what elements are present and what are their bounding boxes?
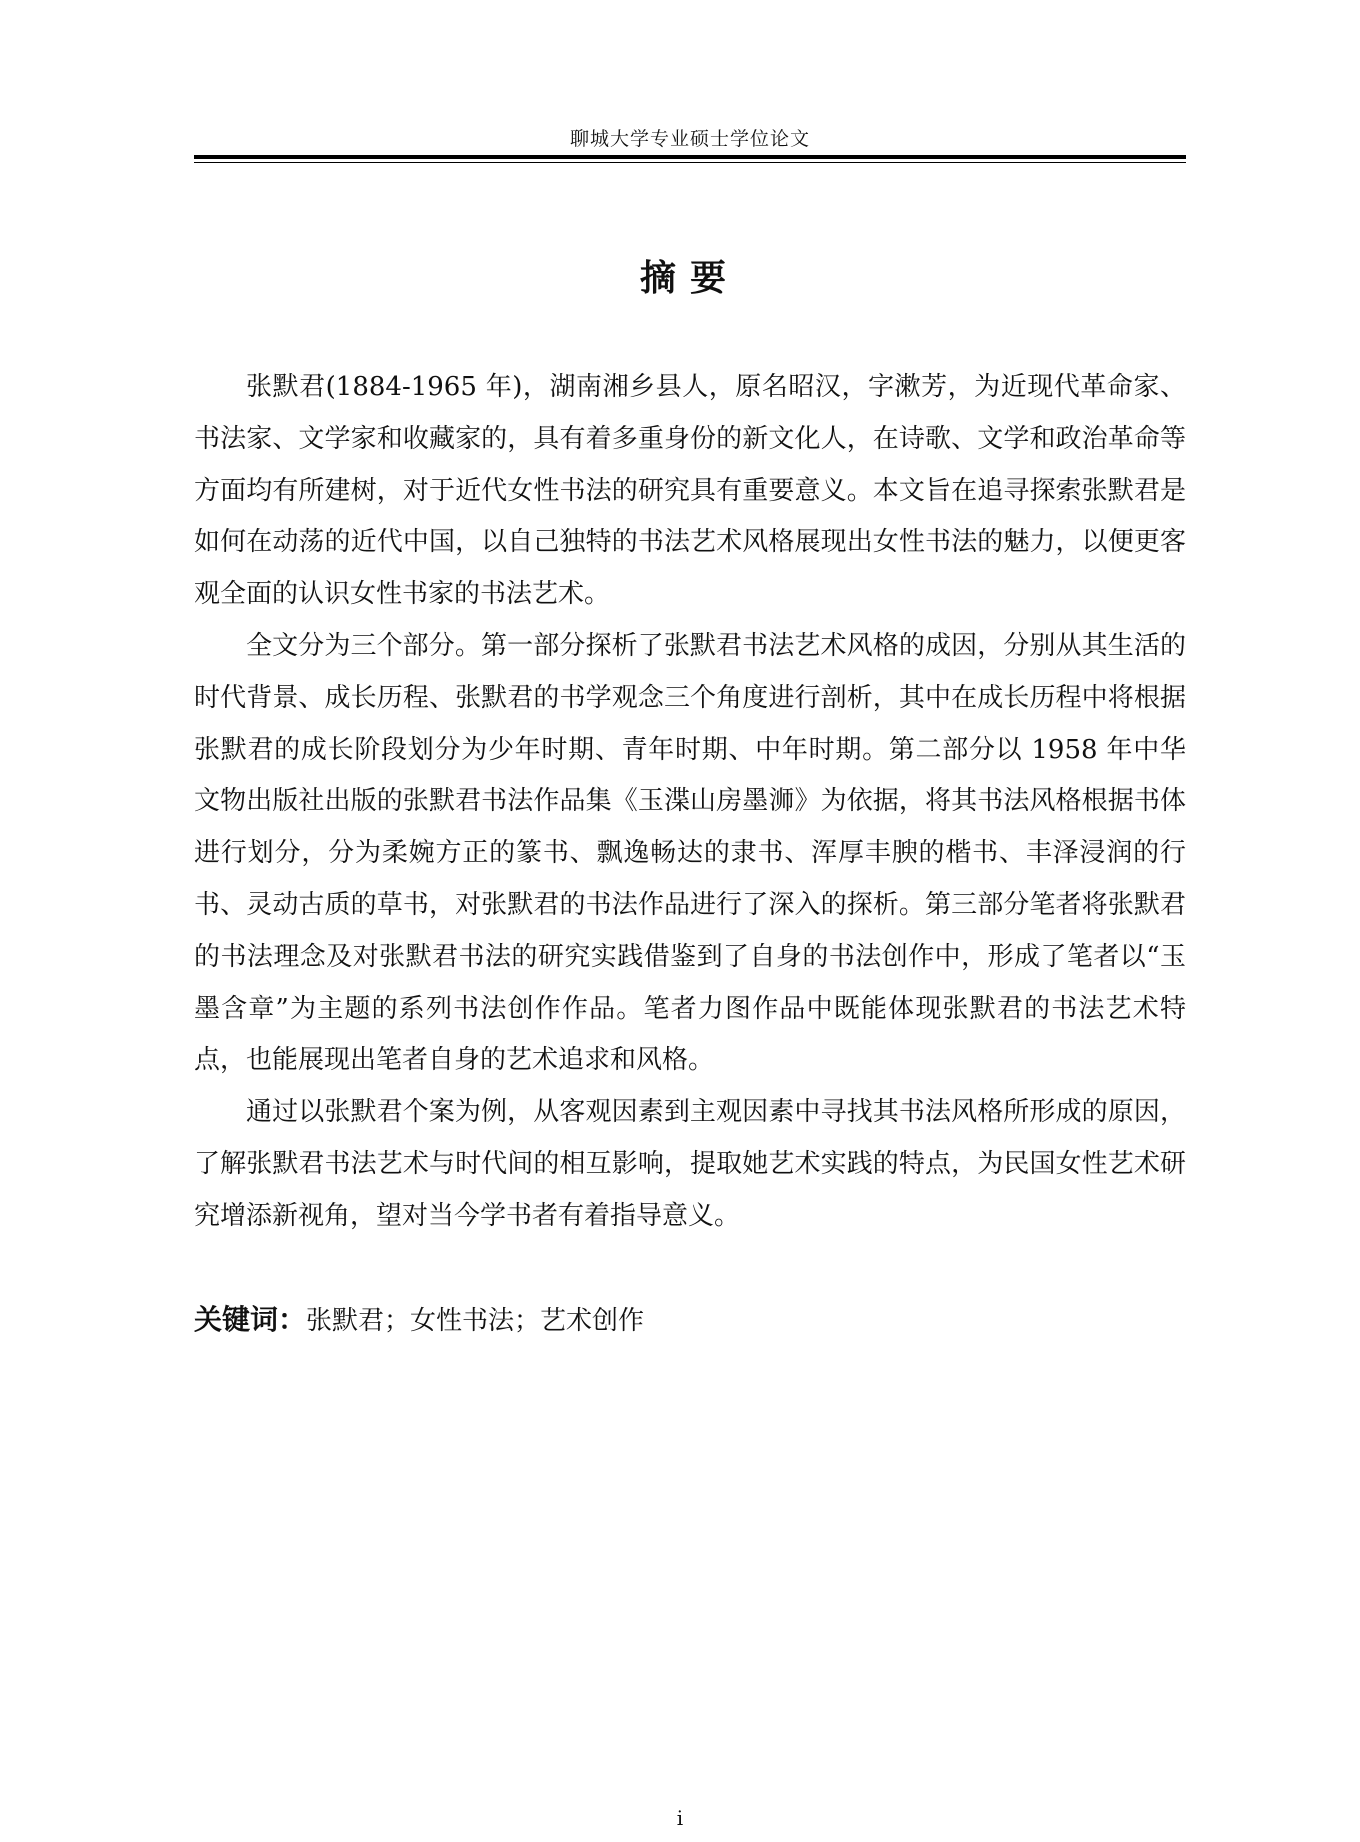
keywords-label: 关键词： xyxy=(194,1303,307,1336)
abstract-title: 摘要 xyxy=(639,258,740,299)
header-rule xyxy=(194,155,1186,165)
abstract-paragraph-3: 通过以张默君个案为例，从客观因素到主观因素中寻找其书法风格所形成的原因，了解张默君书法艺术与时代间的相互影响，提取她艺术实践的特点，为民国女性艺术研究增添新视角，望对当今学书者有着指导意义。 xyxy=(194,1097,1186,1231)
page-number: i xyxy=(676,1806,684,1830)
running-header: 聊城大学专业硕士学位论文 xyxy=(569,128,810,150)
header-rule-thick xyxy=(194,155,1186,159)
abstract-paragraph-2: 全文分为三个部分。第一部分探析了张默君书法艺术风格的成因，分别从其生活的时代背景、成长历程、张默君的书学观念三个角度进行剖析，其中在成长历程中将根据张默君的成长阶段划分为少年时期、青年时期、中年时期。第二部分以 1958 年中华文物出版社出版的张默君书法作品集《玉渫山房墨浉》为依据，将其书法风格根据书体进行划分，分为柔婉方正的篆书、飘逸畅达的隶书、浑厚丰腴的楷书、丰泽浸润的行书、灵动古质的草书，对张默君的书法作品进行了深入的探析。第三部分笔者将张默君的书法理念及对张默君书法的研究实践借鉴到了自身的书法创作中，形成了笔者以“玉墨含章”为主题的系列书法创作作品。笔者力图作品中既能体现张默君的书法艺术特点，也能展现出笔者自身的艺术追求和风格。 xyxy=(194,630,1186,1076)
abstract-paragraph-1: 张默君(1884-1965 年)，湖南湘乡县人，原名昭汉，字漱芳，为近现代革命家、书法家、文学家和收藏家的，具有着多重身份的新文化人，在诗歌、文学和政治革命等方面均有所建树，对于近代女性书法的研究具有重要意义。本文旨在追寻探索张默君是如何在动荡的近代中国，以自己独特的书法艺术风格展现出女性书法的魅力，以便更客观全面的认识女性书家的书法艺术。 xyxy=(194,372,1186,610)
keywords-value: 张默君；女性书法；艺术创作 xyxy=(306,1306,645,1336)
abstract-body xyxy=(194,362,1186,1243)
header-rule-thin xyxy=(194,162,1186,163)
keywords-line xyxy=(194,1300,1186,1341)
